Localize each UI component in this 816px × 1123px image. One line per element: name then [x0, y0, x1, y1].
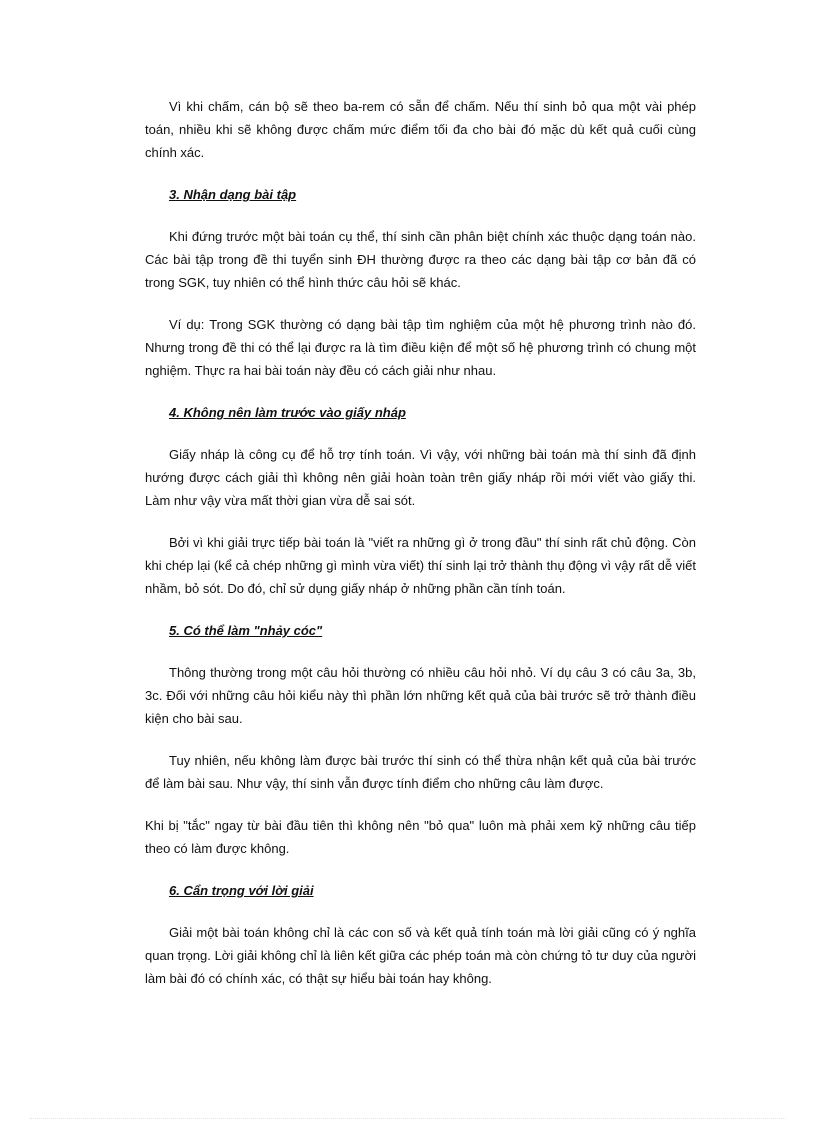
document-body — [145, 95, 696, 1009]
paragraph: Ví dụ: Trong SGK thường có dạng bài tập tìm nghiệm của một hệ phương trình nào đó. Nhưng trong đề thi có thể lại được ra là tìm điều kiện để một số hệ phương trình có chung một nghiệm. Thực ra hai bài toán này đều có cách giải như nhau. — [145, 317, 696, 378]
paragraph: Giấy nháp là công cụ để hỗ trợ tính toán. Vì vậy, với những bài toán mà thí sinh đã định hướng được cách giải thì không nên giải hoàn toàn trên giấy nháp rồi mới viết vào giấy thi. Làm như vậy vừa mất thời gian vừa dễ sai sót. — [145, 447, 696, 508]
section-heading-3: 3. Nhận dạng bài tập — [169, 187, 297, 202]
paragraph: Giải một bài toán không chỉ là các con số và kết quả tính toán mà lời giải cũng có ý nghĩa quan trọng. Lời giải không chỉ là liên kết giữa các phép toán mà còn chứng tỏ tư duy của người làm bài đó có chính xác, có thật sự hiểu bài toán hay không. — [145, 925, 696, 986]
paragraph: Tuy nhiên, nếu không làm được bài trước thí sinh có thể thừa nhận kết quả của bài trước để làm bài sau. Như vậy, thí sinh vẫn được tính điểm cho những câu làm được. — [145, 753, 696, 791]
section-heading-4: 4. Không nên làm trước vào giấy nháp — [169, 405, 406, 420]
section-heading-5: 5. Có thể làm "nhảy cóc" — [169, 623, 323, 638]
paragraph: Thông thường trong một câu hỏi thường có nhiều câu hỏi nhỏ. Ví dụ câu 3 có câu 3a, 3b, 3c. Đối với những câu hỏi kiểu này thì phần lớn những kết quả của bài trước sẽ trở thành điều kiện cho bài sau. — [145, 665, 696, 726]
paragraph: Khi đứng trước một bài toán cụ thể, thí sinh cần phân biệt chính xác thuộc dạng toán nào. Các bài tập trong đề thi tuyển sinh ĐH thường được ra theo các dạng bài tập cơ bản đã có trong SGK, tuy nhiên có thể hình thức câu hỏi sẽ khác. — [145, 229, 696, 290]
paragraph: Bởi vì khi giải trực tiếp bài toán là "viết ra những gì ở trong đầu" thí sinh rất chủ động. Còn khi chép lại (kể cả chép những gì mình vừa viết) thí sinh lại trở thành thụ động vì vậy rất dễ viết nhầm, bỏ sót. Do đó, chỉ sử dụng giấy nháp ở những phần cần tính toán. — [145, 535, 696, 596]
paragraph: Khi bị "tắc" ngay từ bài đầu tiên thì không nên "bỏ qua" luôn mà phải xem kỹ những câu tiếp theo có làm được không. — [145, 818, 696, 856]
paragraph: Vì khi chấm, cán bộ sẽ theo ba-rem có sẵn để chấm. Nếu thí sinh bỏ qua một vài phép toán, nhiều khi sẽ không được chấm mức điểm tối đa cho bài đó mặc dù kết quả cuối cùng chính xác. — [145, 99, 696, 160]
page-bottom-divider — [30, 1118, 786, 1119]
section-heading-6: 6. Cẩn trọng với lời giải — [169, 883, 314, 898]
